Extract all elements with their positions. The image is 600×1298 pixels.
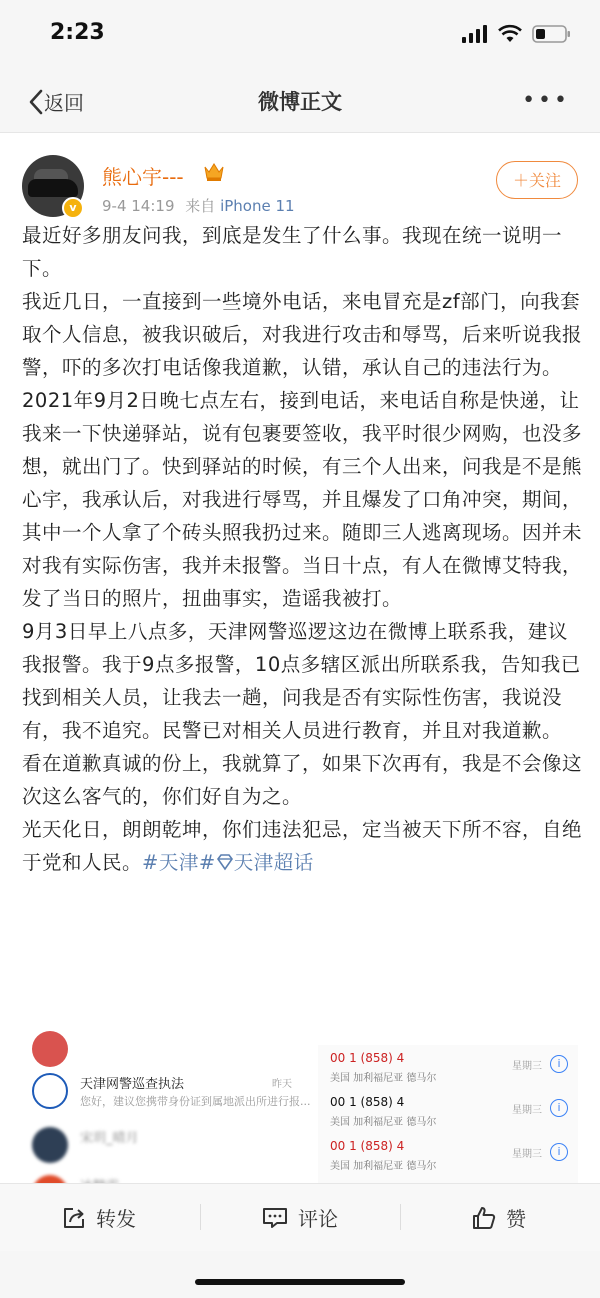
thumbs-up-icon (472, 1206, 496, 1230)
paragraph: 我近几日，一直接到一些境外电话，来电冒充是zf部门，向我套取个人信息，被我识破后，对我进行攻击和辱骂，后来听说我报警，吓的多次打电话像我道歉，认错，承认自己的违法行为。 (22, 290, 583, 379)
super-topic-link[interactable] (216, 851, 314, 874)
comment-label: 评论 (298, 1207, 338, 1231)
battery-icon (532, 24, 572, 44)
post-card (0, 133, 600, 1183)
info-icon: i (550, 1099, 568, 1117)
image-right-call-log (318, 1045, 578, 1183)
action-bar (0, 1183, 600, 1251)
paragraph: 看在道歉真诚的份上，我就算了，如果下次再有，我是不会像这次这么客气的，你们好自为之。 (22, 752, 583, 808)
post-time: 9-4 14:19 (102, 197, 175, 215)
nav-bar (0, 70, 600, 133)
post-from-label: 来自 (185, 197, 216, 215)
super-topic-icon (216, 854, 234, 870)
like-button[interactable] (472, 1184, 526, 1251)
repost-icon (62, 1206, 86, 1230)
username[interactable]: 熊心宇--- (102, 165, 184, 189)
repost-label: 转发 (96, 1207, 136, 1231)
divider (400, 1204, 401, 1230)
paragraph: 最近好多朋友问我，到底是发生了什么事。我现在统一说明一下。 (22, 224, 563, 280)
list-item: 00 1 (858) 4 美国 加利福尼亚 德马尔 星期三 i (318, 1047, 578, 1091)
status-time: 2:23 (50, 20, 105, 45)
comment-icon (262, 1206, 288, 1230)
police-badge-icon (32, 1073, 68, 1109)
list-item: 00 1 (858) 4 美国 加利福尼亚 德马尔 星期三 i (318, 1135, 578, 1179)
home-indicator-area (0, 1251, 600, 1298)
divider (200, 1204, 201, 1230)
post-device[interactable]: iPhone 11 (220, 197, 295, 215)
post-text (22, 219, 582, 879)
home-indicator[interactable] (195, 1279, 405, 1285)
list-item: 天津网警巡查执法 您好，建议您携带身份证到属地派出所进行报... 昨天 (22, 1067, 302, 1119)
info-icon: i (550, 1055, 568, 1073)
follow-button[interactable]: ＋关注 (496, 161, 578, 199)
image-left-chat-list (22, 1045, 311, 1183)
wifi-icon (498, 25, 522, 43)
repost-button[interactable] (62, 1184, 136, 1251)
like-label: 赞 (506, 1207, 526, 1231)
paragraph: 9月3日早上八点多，天津网警巡逻这边在微博上联系我，建议我报警。我于9点多报警，10点多辖区派出所联系我，告知我已找到相关人员，让我去一趟，问我是否有实际性伤害，我说没有，我不追究。民警已对相关人员进行教育，并且对我道歉。 (22, 620, 581, 742)
last-paragraph-text: 光天化日，朗朗乾坤，你们违法犯忌，定当被天下所不容，自绝于党和人民。 (22, 818, 583, 874)
page-title: 微博正文 (258, 90, 342, 114)
topic-tag-tianjin[interactable]: #天津# (142, 851, 216, 874)
list-item: 宋玥_晴月 (22, 1121, 302, 1173)
member-crown-icon (202, 159, 226, 183)
signal-icon (462, 25, 488, 43)
more-icon[interactable]: ••• (522, 88, 570, 113)
status-bar (0, 0, 600, 70)
list-item: 00 1 (858) 4 美国 加利福尼亚 德马尔 星期三 i (318, 1091, 578, 1135)
super-topic-label: 天津超话 (233, 851, 314, 874)
verified-badge-icon: v (62, 197, 84, 219)
paragraph: 2021年9月2日晚七点左右，接到电话，来电话自称是快递，让我来一下快递驿站，说有包裹要签收，我平时很少网购，也没多想，就出门了。快到驿站的时候，有三个人出来，问我是不是熊心宇，我承认后，对我进行辱骂，并且爆发了口角冲突，期间，其中一个人拿了个砖头照我扔过来。随即三人逃离现场。因并未对我有实际伤害，我并未报警。当日十点，有人在微博艾特我，发了当日的照片，扭曲事实，造谣我被打。 (22, 389, 583, 610)
comment-button[interactable] (262, 1184, 338, 1251)
info-icon: i (550, 1143, 568, 1161)
paragraph (22, 813, 582, 879)
post-meta (102, 195, 295, 216)
post-image[interactable] (22, 1045, 578, 1183)
back-label: 返回 (44, 91, 84, 115)
